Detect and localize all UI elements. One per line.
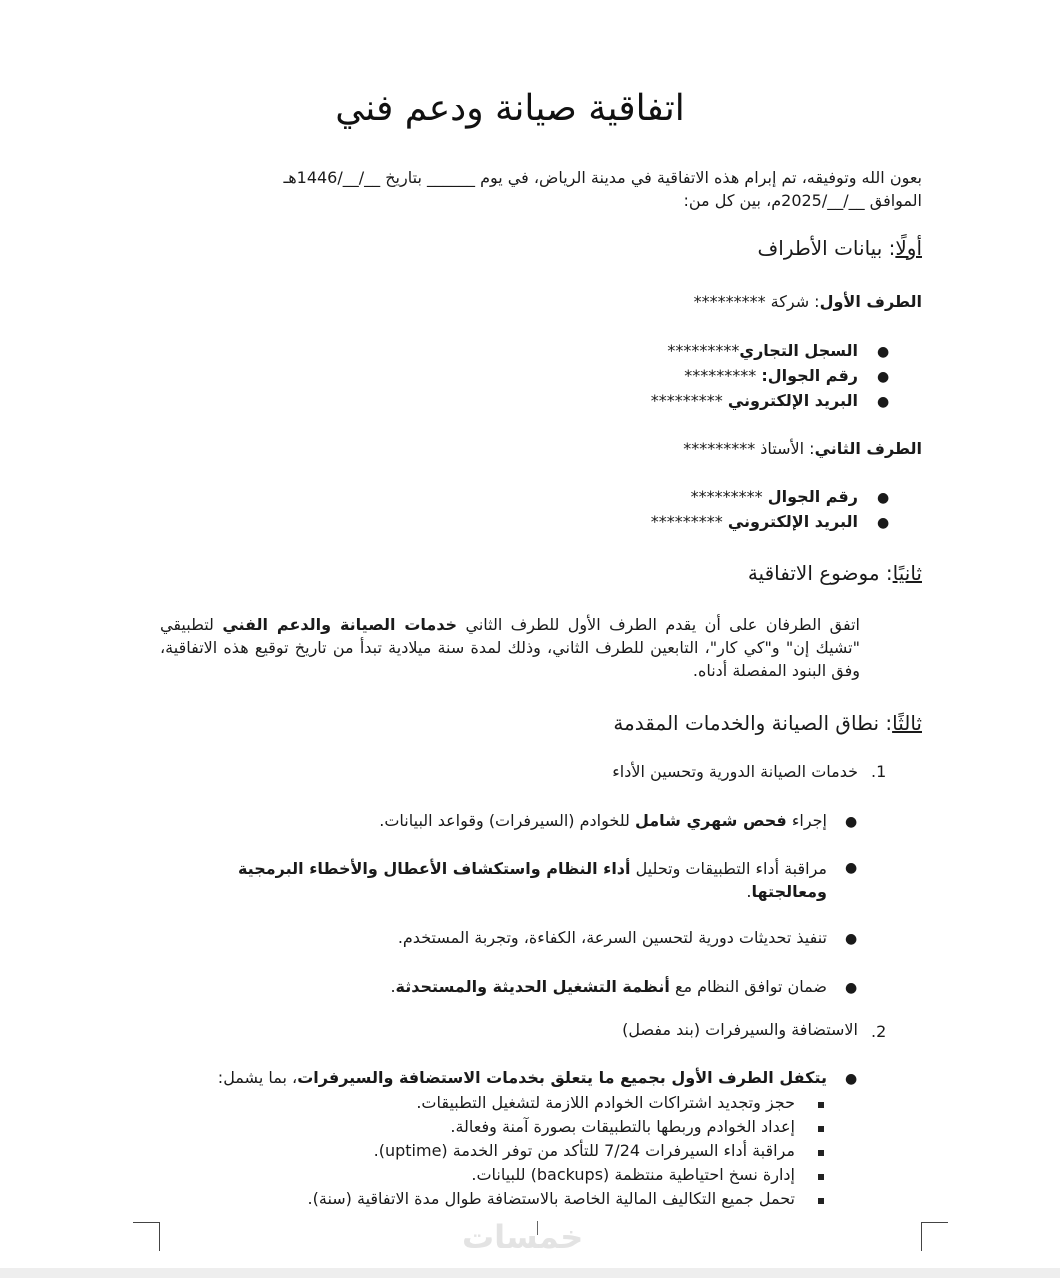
bullet-text: . (746, 882, 752, 901)
bullet-item (159, 857, 827, 903)
bullet-bold: يتكفل الطرف الأول بجميع ما يتعلق بخدمات الاستضافة والسيرفرات (297, 1068, 827, 1087)
party-2-value: : الأستاذ ********* (683, 439, 815, 458)
section-title: : نطاق الصيانة والخدمات المقدمة (613, 711, 893, 735)
bullet-icon: ● (845, 931, 858, 947)
square-bullet-icon (818, 1150, 824, 1156)
square-bullet-icon (818, 1126, 824, 1132)
bottom-strip (0, 1268, 1060, 1278)
bullet-text: ضمان توافق النظام مع (669, 977, 827, 996)
bullet-text: مراقبة أداء التطبيقات وتحليل (630, 859, 827, 878)
list-number: 1. (871, 762, 887, 781)
section-heading-subject (748, 561, 922, 585)
bullet-icon: ● (877, 394, 890, 410)
bullet-item (218, 1068, 827, 1087)
party-2-label: الطرف الثاني (814, 439, 922, 458)
bullet-item: تنفيذ تحديثات دورية لتحسين السرعة، الكفاءة، وتجربة المستخدم. (397, 928, 827, 947)
bullet-icon: ● (877, 344, 890, 360)
bullet-icon: ● (877, 490, 890, 506)
bullet-item (379, 811, 827, 830)
bullet-text: إجراء (786, 811, 827, 830)
item-label: رقم الجوال: (761, 366, 858, 385)
bullet-bold: فحص شهري شامل (634, 811, 787, 830)
intro-paragraph (152, 166, 922, 212)
page-corner-mark (133, 1222, 160, 1251)
item-value: ********* (667, 341, 740, 360)
item-label: السجل التجاري (739, 341, 858, 360)
list-number: 2. (871, 1022, 887, 1041)
intro-line-2: الموافق __/__/2025م، بين كل من: (683, 191, 922, 210)
party-2-line (683, 439, 922, 458)
item-label: رقم الجوال (767, 487, 858, 506)
party-1-label: الطرف الأول (819, 292, 922, 311)
bullet-icon: ● (877, 369, 890, 385)
party-1-item (667, 341, 858, 360)
item-value: ********* (684, 366, 762, 385)
paragraph-text: لتطبيقي "تشيك إن" و"كي كار"، التابعين للطرف الثاني، وذلك لمدة سنة ميلادية تبدأ من تاريخ توقيع هذه الاتفاقية، وفق البنود المفصلة أدناه. (160, 615, 860, 680)
item-value: ********* (650, 391, 728, 410)
party-2-item (691, 487, 858, 506)
party-1-line (694, 292, 922, 311)
watermark-logo: خمسات (462, 1218, 584, 1256)
sub-item: إعداد الخوادم وربطها بالتطبيقات بصورة آمنة وفعالة. (450, 1117, 795, 1136)
subject-paragraph (160, 613, 860, 682)
square-bullet-icon (818, 1174, 824, 1180)
sub-item: مراقبة أداء السيرفرات 7/24 للتأكد من توفر الخدمة (uptime). (373, 1141, 795, 1160)
party-1-value: : شركة ********* (693, 292, 820, 311)
list-item-maintenance: خدمات الصيانة الدورية وتحسين الأداء (612, 762, 858, 781)
sub-item: حجز وتجديد اشتراكات الخوادم اللازمة لتشغيل التطبيقات. (416, 1093, 795, 1112)
party-2-item (651, 512, 858, 531)
bullet-icon: ● (845, 980, 858, 996)
section-prefix: ثالثًا (892, 711, 922, 735)
bullet-icon: ● (845, 860, 858, 876)
section-heading-scope (613, 711, 922, 735)
item-label: البريد الإلكتروني (727, 512, 858, 531)
bullet-bold: أداء النظام واستكشاف الأعطال والأخطاء البرمجية (237, 859, 631, 878)
party-1-item (684, 366, 858, 385)
sub-item: إدارة نسخ احتياطية منتظمة (backups) للبيانات. (471, 1165, 795, 1184)
bullet-item (390, 977, 827, 996)
list-item-hosting: الاستضافة والسيرفرات (بند مفصل) (622, 1020, 858, 1039)
section-title: : موضوع الاتفاقية (747, 561, 893, 585)
section-prefix: ثانيًا (892, 561, 922, 585)
bullet-text: . (390, 977, 396, 996)
document-title: اتفاقية صيانة ودعم فني (335, 88, 685, 129)
square-bullet-icon (818, 1102, 824, 1108)
sub-item: تحمل جميع التكاليف المالية الخاصة بالاستضافة طوال مدة الاتفاقية (سنة). (307, 1189, 795, 1208)
party-1-item (651, 391, 858, 410)
section-heading-parties (758, 236, 922, 260)
section-prefix: أولًا (895, 236, 922, 260)
bullet-bold: أنظمة التشغيل الحديثة والمستحدثة (395, 977, 670, 996)
bullet-icon: ● (877, 515, 890, 531)
paragraph-bold: خدمات الصيانة والدعم الفني (222, 615, 458, 634)
bullet-icon: ● (845, 1071, 858, 1087)
intro-line-1: بعون الله وتوفيقه، تم إبرام هذه الاتفاقية في مدينة الرياض، في يوم ______ بتاريخ __/__/1446هـ (283, 168, 922, 187)
bullet-bold: ومعالجتها (751, 882, 827, 901)
bullet-text: ، بما يشمل: (217, 1068, 298, 1087)
page-corner-mark (921, 1222, 948, 1251)
section-title: : بيانات الأطراف (757, 236, 896, 260)
paragraph-text: اتفق الطرفان على أن يقدم الطرف الأول للطرف الثاني (457, 615, 861, 634)
item-value: ********* (690, 487, 768, 506)
item-label: البريد الإلكتروني (727, 391, 858, 410)
bullet-text: للخوادم (السيرفرات) وقواعد البيانات. (379, 811, 635, 830)
bullet-icon: ● (845, 814, 858, 830)
square-bullet-icon (818, 1198, 824, 1204)
item-value: ********* (650, 512, 728, 531)
